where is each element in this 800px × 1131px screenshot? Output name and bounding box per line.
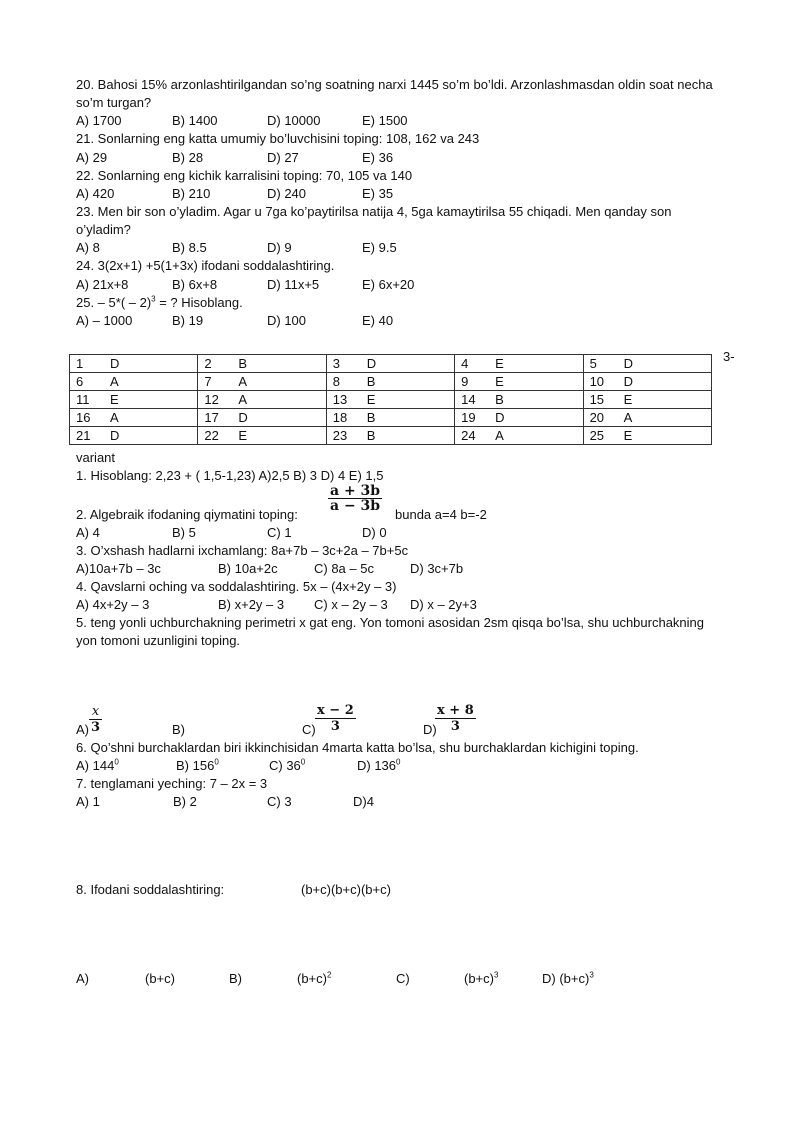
table-cell: 10 D	[583, 373, 711, 391]
table-row	[70, 355, 712, 373]
v2-fraction-numerator: a + 3b	[330, 483, 381, 499]
q20-text-line2: so’m turgan?	[76, 95, 152, 110]
q24-text: 24. 3(2x+1) +5(1+3x) ifodani soddalashtiring.	[76, 258, 335, 273]
table-cell: 15 E	[583, 391, 711, 409]
q22-option-b: B) 210	[172, 186, 211, 201]
q21-option-e: E) 36	[362, 150, 394, 165]
v5-text-line2: yon tomoni uzunligini toping.	[76, 633, 241, 648]
v6-option-b: B) $156^0$	[176, 757, 219, 773]
q23-option-d: D) 9	[267, 240, 292, 255]
q21-option-a: A) 29	[76, 150, 108, 165]
v2-tail: bunda a=4 b=-2	[395, 507, 487, 522]
q23-option-b: B) 8.5	[172, 240, 207, 255]
table-cell: 14 B	[455, 391, 583, 409]
table-cell: 8 B	[326, 373, 454, 391]
q23-option-a: A) 8	[76, 240, 100, 255]
v5-fraction-a-numerator: x	[91, 704, 100, 719]
v7-option-c: C) 3	[267, 794, 292, 809]
table-cell: 12 A	[198, 391, 326, 409]
v5-fraction-d	[435, 704, 476, 734]
v2-option-a: A) 4	[76, 525, 100, 540]
table-row	[70, 409, 712, 427]
table-cell: 19 D	[455, 409, 583, 427]
q25-option-d: D) 100	[267, 313, 307, 328]
v5-option-d: D)	[423, 722, 437, 737]
v4-option-c: C) x – 2y – 3	[314, 597, 388, 612]
table-cell: 7 A	[198, 373, 326, 391]
q22-option-d: D) 240	[267, 186, 307, 201]
v7-text: 7. tenglamani yeching: 7 – 2x = 3	[76, 776, 268, 791]
v8-option-b-label: B)	[229, 971, 242, 986]
q21-text: 21. Sonlarning eng katta umumiy bo’luvchisini toping: 108, 162 va 243	[76, 131, 480, 146]
q20-option-a: A) 1700	[76, 113, 122, 128]
q20-option-e: E) 1500	[362, 113, 408, 128]
v8-option-a-value: (b+c)	[145, 971, 175, 986]
table-cell: 20 A	[583, 409, 711, 427]
v2-fraction	[328, 484, 382, 514]
table-cell: 17 D	[198, 409, 326, 427]
v5-option-b: B)	[172, 722, 185, 737]
v5-option-a: A)	[76, 722, 89, 737]
v8-option-c-label: C)	[396, 971, 410, 986]
v6-text: 6. Qo’shni burchaklardan biri ikkinchisidan 4marta katta bo’lsa, shu burchaklardan kichigini toping.	[76, 740, 639, 755]
q22-text: 22. Sonlarning eng kichik karralisini toping: 70, 105 va 140	[76, 168, 413, 183]
v5-fraction-c	[315, 704, 356, 734]
table-cell: 24 A	[455, 427, 583, 445]
q23-text-line2: o’yladim?	[76, 222, 131, 237]
q22-option-a: A) 420	[76, 186, 115, 201]
table-cell: 11 E	[70, 391, 198, 409]
table-cell: 6 A	[70, 373, 198, 391]
v4-option-d: D) x – 2y+3	[410, 597, 477, 612]
table-cell: 21 D	[70, 427, 198, 445]
v8-option-b-value: $(b+c)^2$	[297, 970, 332, 986]
table-row	[70, 373, 712, 391]
v8-option-c-value: $(b+c)^3$	[464, 970, 499, 986]
q20-option-d: D) 10000	[267, 113, 321, 128]
v2-fraction-denominator: a − 3b	[330, 498, 381, 514]
v5-fraction-c-numerator: x − 2	[317, 703, 354, 718]
table-cell: 25 E	[583, 427, 711, 445]
v3-option-b: B) 10a+2c	[218, 561, 278, 576]
table-cell: 23 B	[326, 427, 454, 445]
q23-text-line1: 23. Men bir son o’yladim. Agar u 7ga ko’paytirilsa natija 4, 5ga kamaytirilsa 55 chiqadi. Men qanday son	[76, 204, 672, 219]
v2-option-d: D) 0	[362, 525, 387, 540]
v7-option-b: B) 2	[173, 794, 197, 809]
table-cell: 2 B	[198, 355, 326, 373]
v4-text: 4. Qavslarni oching va soddalashtiring. 5x – (4x+2y – 3)	[76, 579, 397, 594]
q24-option-e: E) 6x+20	[362, 277, 415, 292]
v6-option-d: D) $136^0$	[357, 757, 401, 773]
v5-fraction-d-numerator: x + 8	[437, 703, 474, 718]
v3-text: 3. O’xshash hadlarni ixchamlang: 8a+7b – 3c+2a – 7b+5c	[76, 543, 409, 558]
variant-number: 3-	[723, 349, 735, 364]
variant-label: variant	[76, 450, 116, 465]
q23-option-e: E) 9.5	[362, 240, 397, 255]
v3-option-a: A)10a+7b – 3c	[76, 561, 161, 576]
v8-text: 8. Ifodani soddalashtiring:	[76, 882, 225, 897]
v6-option-c: C) $36^0$	[269, 757, 306, 773]
v5-fraction-c-denominator: 3	[315, 718, 356, 734]
q24-option-a: A) 21x+8	[76, 277, 129, 292]
v7-option-a: A) 1	[76, 794, 100, 809]
table-cell: 22 E	[198, 427, 326, 445]
v1-text: 1. Hisoblang: 2,23 + ( 1,5-1,23) A)2,5 B) 3 D) 4 E) 1,5	[76, 468, 384, 483]
v6-option-a: A) $144^0$	[76, 757, 119, 773]
v5-fraction-a-denominator: 3	[91, 720, 101, 735]
v5-option-c: C)	[302, 722, 316, 737]
v8-expression: (b+c)(b+c)(b+c)	[301, 882, 391, 897]
table-row	[70, 391, 712, 409]
v2-text: 2. Algebraik ifodaning qiymatini toping:	[76, 507, 298, 522]
v8-option-a-label: A)	[76, 971, 89, 986]
q24-option-b: B) 6x+8	[172, 277, 218, 292]
v4-option-a: A) 4x+2y – 3	[76, 597, 150, 612]
q20-text-line1: 20. Bahosi 15% arzonlashtirilgandan so’ng soatning narxi 1445 so’m bo’ldi. Arzonlashmasdan oldin soat necha	[76, 77, 713, 92]
v5-text-line1: 5. teng yonli uchburchakning perimetri x gat eng. Yon tomoni asosidan 2sm qisqa bo’lsa, shu uchburchakning	[76, 615, 705, 630]
q25-option-a: A) – 1000	[76, 313, 133, 328]
table-cell: 9 E	[455, 373, 583, 391]
table-cell: 3 D	[326, 355, 454, 373]
answer-key-table	[69, 354, 712, 445]
v2-option-c: C) 1	[267, 525, 292, 540]
table-cell: 4 E	[455, 355, 583, 373]
q25-option-e: E) 40	[362, 313, 394, 328]
q21-option-b: B) 28	[172, 150, 204, 165]
v8-option-d: D) $(b+c)^3$	[542, 970, 594, 986]
table-cell: 16 A	[70, 409, 198, 427]
q20-option-b: B) 1400	[172, 113, 218, 128]
table-cell: 13 E	[326, 391, 454, 409]
q24-option-d: D) 11x+5	[267, 277, 320, 292]
table-cell: 1 D	[70, 355, 198, 373]
v3-option-c: C) 8a – 5c	[314, 561, 374, 576]
q25-option-b: B) 19	[172, 313, 204, 328]
v3-option-d: D) 3c+7b	[410, 561, 464, 576]
q21-option-d: D) 27	[267, 150, 299, 165]
q25-text: 25. – 5*( – 2)$^3$ = ? Hisoblang.	[76, 294, 243, 310]
table-row	[70, 427, 712, 445]
v2-option-b: B) 5	[172, 525, 196, 540]
v4-option-b: B) x+2y – 3	[218, 597, 285, 612]
v5-fraction-d-denominator: 3	[435, 718, 476, 734]
table-cell: 18 B	[326, 409, 454, 427]
v7-option-d: D)4	[353, 794, 374, 809]
q22-option-e: E) 35	[362, 186, 394, 201]
v5-fraction-a	[89, 705, 102, 735]
table-cell: 5 D	[583, 355, 711, 373]
